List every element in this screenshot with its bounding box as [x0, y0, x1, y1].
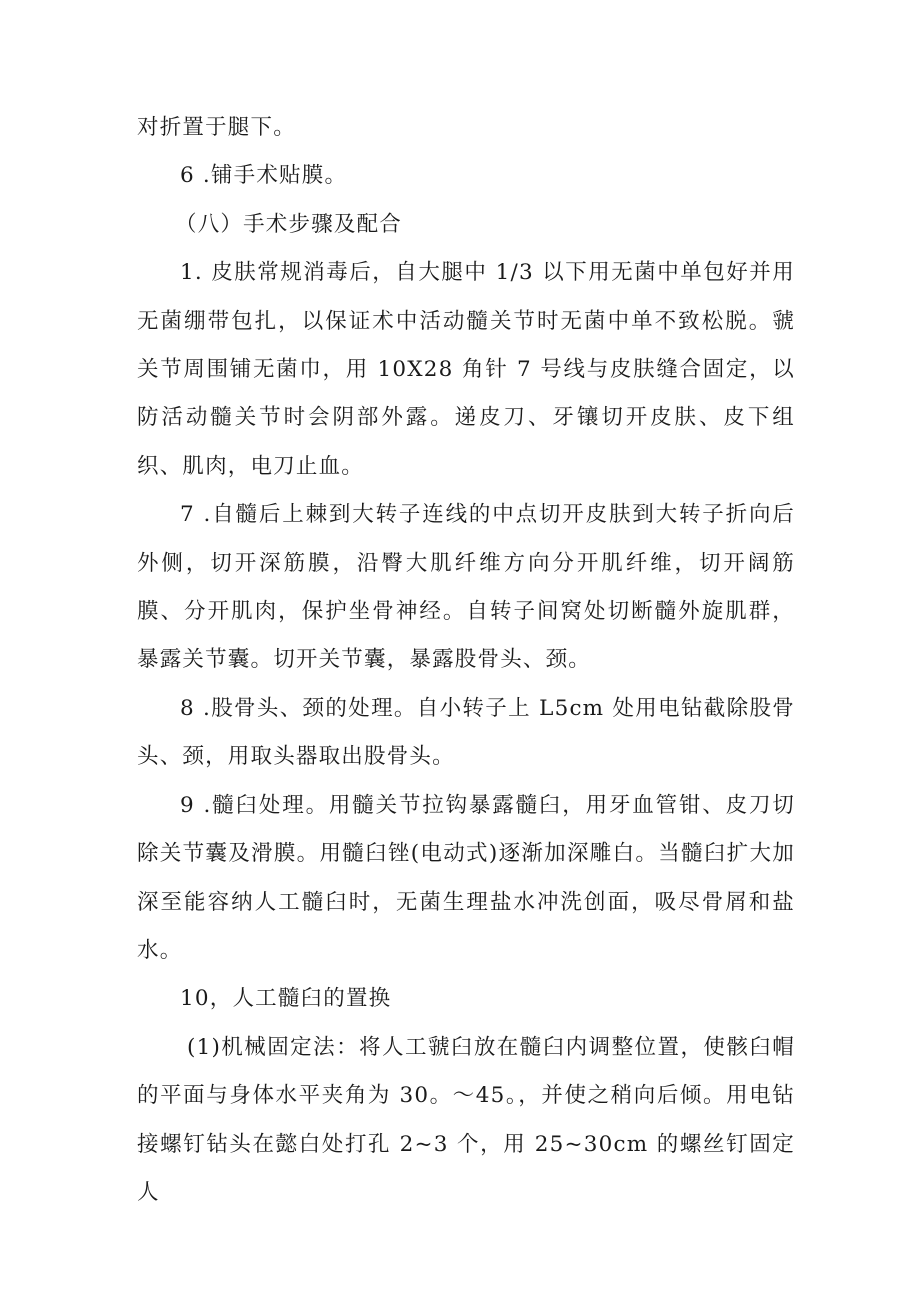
paragraph-step-7: 7 .自髓后上棘到大转子连线的中点切开皮肤到大转子折向后外侧，切开深筋膜，沿臀大肌纤维方向分开肌纤维，切开阔筋膜、分开肌肉，保护坐骨神经。自转子间窝处切断髓外旋肌群，暴露关节囊。切开关节囊，暴露股骨头、颈。 [137, 502, 795, 673]
section-heading: （八）手术步骤及配合 [175, 211, 403, 237]
paragraph-continuation: 对折置于腿下。 [137, 115, 296, 140]
paragraph-step-9: 9 .髓臼处理。用髓关节拉钩暴露髓臼，用牙血管钳、皮刀切除关节囊及滑膜。用髓臼锉(电动式)逐渐加深雕白。当髓臼扩大加深至能容纳人工髓臼时，无菌生理盐水冲洗创面，吸尽骨屑和盐水。 [137, 792, 795, 963]
paragraph-step-6: 6 .铺手术贴膜。 [180, 163, 348, 189]
paragraph-step-8: 8 .股骨头、颈的处理。自小转子上 L5cm 处用电钻截除股骨头、颈，用取头器取出股骨头。 [137, 695, 795, 770]
paragraph-step-10-heading: 10，人工髓臼的置换 [180, 986, 392, 1012]
paragraph-step-10-1: (1)机械固定法：将人工虢臼放在髓臼内调整位置，使骸臼帽的平面与身体水平夹角为 30。～45。，并使之稍向后倾。用电钻接螺钉钻头在懿白处打孔 2~3 个，用 25~30cm 的螺丝钉固定人 [137, 1034, 795, 1205]
document-body [137, 104, 795, 1217]
paragraph-step-1: 1. 皮肤常规消毒后，自大腿中 1/3 以下用无菌中单包好并用无菌绷带包扎，以保证术中活动髓关节时无菌中单不致松脱。虢关节周围铺无菌巾，用 10X28 角针 7 号线与皮肤缝合固定，以防活动髓关节时会阴部外露。递皮刀、牙镶切开皮肤、皮下组织、肌肉，电刀止血。 [137, 260, 795, 479]
